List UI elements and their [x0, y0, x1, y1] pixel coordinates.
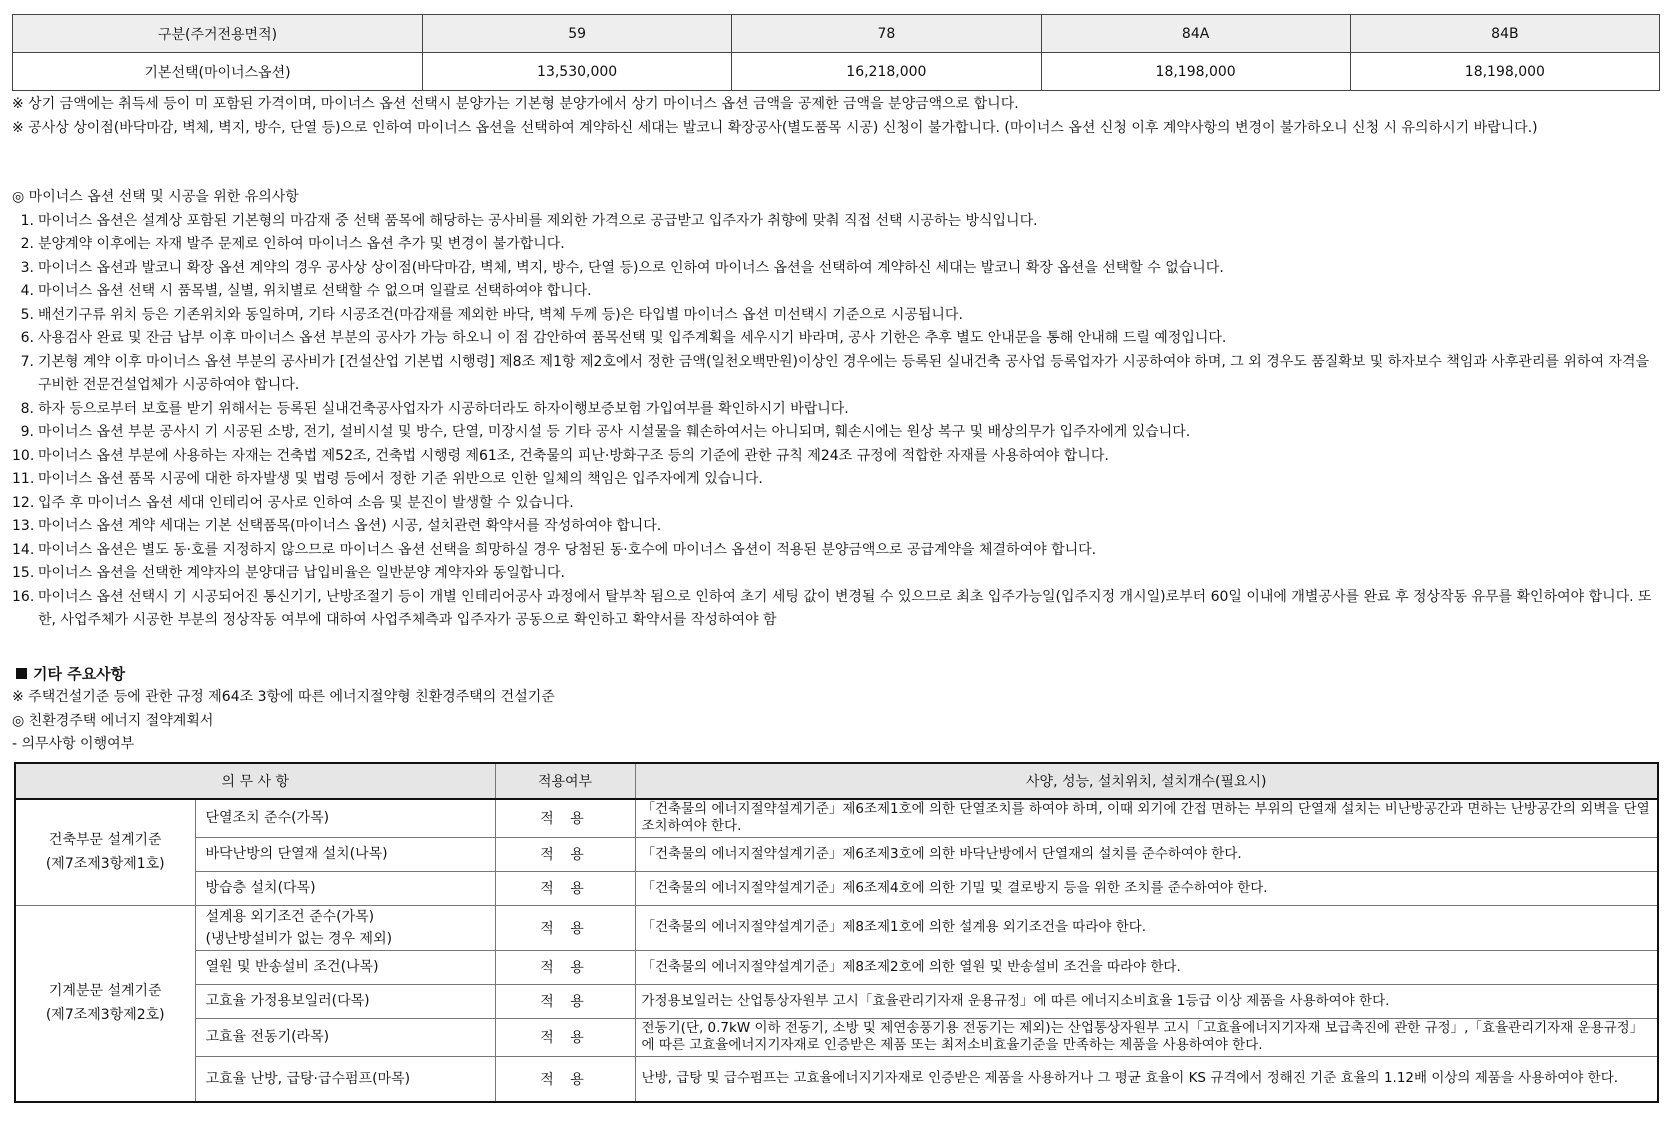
duty-applied: 적 용 — [495, 950, 635, 984]
duty-item-name: 열원 및 반송설비 조건(나목) — [195, 950, 495, 984]
duty-item-name: 단열조치 준수(가목) — [195, 799, 495, 837]
duty-item-name: 고효율 가정용보일러(다목) — [195, 984, 495, 1018]
caution-item — [12, 257, 1662, 281]
caution-item — [12, 210, 1662, 234]
caution-item — [12, 398, 1662, 422]
duty-item-name: 방습층 설치(다목) — [195, 871, 495, 905]
duty-header-cell: 사양, 성능, 설치위치, 설치개수(필요시) — [635, 763, 1658, 799]
price-cell: 16,218,000 — [732, 53, 1041, 91]
caution-item-number: 11. — [12, 471, 35, 487]
caution-item-number: 3. — [20, 259, 34, 276]
duty-item-name: 고효율 난방, 급탕·급수펌프(마목) — [195, 1056, 495, 1102]
duty-item-name: 고효율 전동기(라목) — [195, 1018, 495, 1056]
caution-item — [12, 586, 1662, 633]
caution-item-text: 마이너스 옵션 계약 세대는 기본 선택품목(마이너스 옵션) 시공, 설치관련 확약서를 작성하여야 합니다. — [38, 518, 662, 534]
caution-item — [12, 562, 1662, 586]
caution-item — [12, 539, 1662, 563]
caution-item — [12, 280, 1662, 304]
etc-line: ※ 주택건설기준 등에 관한 규정 제64조 3항에 따른 에너지절약형 친환경주택의 건설기준 — [12, 689, 555, 705]
duty-category-cell — [15, 799, 195, 905]
etc-line: - 의무사항 이행여부 — [12, 736, 135, 752]
caution-item-text: 마이너스 옵션은 별도 동·호를 지정하지 않으므로 마이너스 옵션 선택을 희망하실 경우 당첨된 동·호수에 마이너스 옵션이 적용된 분양금액으로 공급계약을 체결하여야 합니다. — [38, 541, 1097, 558]
duty-table-row — [15, 1056, 1658, 1102]
caution-item-number: 9. — [20, 424, 34, 440]
duty-item-name: 바닥난방의 단열재 설치(나목) — [195, 837, 495, 871]
duty-applied: 적 용 — [495, 984, 635, 1018]
caution-item — [12, 327, 1662, 351]
caution-item-text: 기본형 계약 이후 마이너스 옵션 부분의 공사비가 [건설산업 기본법 시행령] 제8조 제1항 제2호에서 정한 금액(일천오백만원)이상인 경우에는 등록된 실내건축 공사업 등록업자가 시공하여야 하며, 그 외 경우도 품질확보 및 하자보수 책임과 사후관리를 위하여 자격을 구비한 전문건설업체가 시공하여야 합니다. — [38, 353, 1649, 393]
price-header-cell: 84A — [1041, 15, 1350, 53]
duty-item-name-note: (냉난방설비가 없는 경우 제외) — [205, 930, 393, 947]
caution-item-text: 마이너스 옵션 부분에 사용하는 자재는 건축법 제52조, 건축법 시행령 제61조, 건축물의 피난·방화구조 등의 기준에 관한 규칙 제24조 규정에 적합한 자재를 사용하여야 합니다. — [38, 447, 1109, 464]
price-table-header-row — [13, 15, 1660, 53]
duty-table-row — [15, 837, 1658, 871]
duty-applied: 적 용 — [495, 871, 635, 905]
duty-spec: 가정용보일러는 산업통상자원부 고시「효율관리기자재 운용규정」에 따른 에너지소비효율 1등급 이상 제품을 사용하여야 한다. — [635, 984, 1658, 1018]
duty-category-sub: (제7조제3항제2호) — [45, 1007, 165, 1024]
duty-table-row — [15, 871, 1658, 905]
duty-spec: 「건축물의 에너지절약설계기준」제6조제4호에 의한 기밀 및 결로방지 등을 위한 조치를 준수하여야 한다. — [635, 871, 1658, 905]
etc-line: ◎ 친환경주택 에너지 절약계획서 — [12, 712, 214, 729]
duty-category-sub: (제7조제3항제1호) — [45, 856, 165, 873]
caution-item-text: 마이너스 옵션 부분 공사시 기 시공된 소방, 전기, 설비시설 및 방수, 단열, 미장시설 등 기타 공사 시설물을 훼손하여서는 아니되며, 훼손시에는 원상 복구 및 배상의무가 입주자에게 있습니다. — [38, 424, 1191, 440]
duty-header-cell: 적용여부 — [495, 763, 635, 799]
price-note: ※ 상기 금액에는 취득세 등이 미 포함된 가격이며, 마이너스 옵션 선택시 분양가는 기본형 분양가에서 상기 마이너스 옵션 금액을 공제한 금액을 분양금액으로 합니다. — [12, 96, 1019, 112]
caution-item-text: 마이너스 옵션 선택시 기 시공되어진 통신기기, 난방조절기 등이 개별 인테리어공사 과정에서 탈부착 됨으로 인하여 초기 세팅 값이 변경될 수 있으므로 최초 입주가능일(입주지정 개시일)로부터 60일 이내에 개별공사를 완료 후 정상작동 유무를 확인하여야 합니다. 또한, 사업주체가 시공한 부분의 정상작동 여부에 대하여 사업주체측과 입주자가 공동으로 확인하고 확약서를 작성하여야 함 — [38, 588, 1652, 628]
price-header-cell: 84B — [1350, 15, 1659, 53]
caution-item-number: 12. — [12, 494, 35, 511]
etc-section — [12, 662, 1662, 757]
duty-table-row — [15, 984, 1658, 1018]
price-note: ※ 공사상 상이점(바닥마감, 벽체, 벽지, 방수, 단열 등)으로 인하여 마이너스 옵션을 선택하여 계약하신 세대는 발코니 확장공사(별도품목 시공) 신청이 불가합니다. (마이너스 옵션 신청 이후 계약사항의 변경이 불가하오니 신청 시 유의하시기 바랍니다.) — [12, 119, 1538, 136]
caution-item-text: 마이너스 옵션과 발코니 확장 옵션 계약의 경우 공사상 상이점(바닥마감, 벽체, 벽지, 방수, 단열 등)으로 인하여 마이너스 옵션을 선택하여 계약하신 세대는 발코니 확장 옵션을 선택할 수 없습니다. — [38, 259, 1224, 276]
caution-item-number: 4. — [20, 283, 34, 299]
duty-table-row — [15, 1018, 1658, 1056]
duty-applied: 적 용 — [495, 837, 635, 871]
duty-applied: 적 용 — [495, 799, 635, 837]
caution-item — [12, 492, 1662, 516]
duty-category: 기계분문 설계기준 — [48, 983, 162, 1000]
energy-duty-table — [14, 762, 1659, 1103]
duty-category: 건축부문 설계기준 — [48, 832, 162, 849]
price-table-row — [13, 53, 1660, 91]
caution-item-number: 15. — [12, 565, 35, 581]
duty-item-name-cell — [195, 905, 495, 950]
price-cell: 18,198,000 — [1350, 53, 1659, 91]
caution-item-text: 마이너스 옵션은 설계상 포함된 기본형의 마감재 중 선택 품목에 해당하는 공사비를 제외한 가격으로 공급받고 입주자가 취향에 맞춰 직접 선택 시공하는 방식입니다. — [38, 212, 1038, 229]
duty-spec: 전동기(단, 0.7kW 이하 전동기, 소방 및 제연송풍기용 전동기는 제외)는 산업통상자원부 고시「고효율에너지기자재 보급촉진에 관한 규정」,「효율관리기자재 운용규정」에 따른 고효율에너지기자재로 인증받은 제품 또는 최저소비효율기준을 만족하는 제품을 사용하여야 한다. — [635, 1018, 1658, 1056]
duty-table-row — [15, 905, 1658, 950]
duty-applied: 적 용 — [495, 1056, 635, 1102]
duty-spec: 난방, 급탕 및 급수펌프는 고효율에너지기자재로 인증받은 제품을 사용하거나 그 평균 효율이 KS 규격에서 정해진 기준 효율의 1.12배 이상의 제품을 사용하여야 한다. — [635, 1056, 1658, 1102]
caution-item-number: 2. — [20, 236, 34, 252]
caution-item-number: 6. — [20, 330, 34, 346]
etc-title-text: 기타 주요사항 — [33, 665, 126, 683]
duty-applied: 적 용 — [495, 905, 635, 950]
minus-option-caution-section — [12, 186, 1662, 633]
price-cell: 18,198,000 — [1041, 53, 1350, 91]
price-cell: 13,530,000 — [423, 53, 732, 91]
duty-spec: 「건축물의 에너지절약설계기준」제8조제1호에 의한 설계용 외기조건을 따라야 한다. — [635, 905, 1658, 950]
minus-option-price-table — [12, 14, 1660, 91]
duty-table-row — [15, 950, 1658, 984]
caution-item — [12, 421, 1662, 445]
duty-item-name: 설계용 외기조건 준수(가목) — [205, 908, 375, 925]
price-header-cell: 59 — [423, 15, 732, 53]
price-row-label: 기본선택(마이너스옵션) — [13, 53, 423, 91]
caution-item — [12, 445, 1662, 469]
caution-item — [12, 304, 1662, 328]
caution-item-number: 10. — [12, 447, 35, 464]
caution-item-text: 하자 등으로부터 보호를 받기 위해서는 등록된 실내건축공사업자가 시공하더라도 하자이행보증보험 가입여부를 확인하시기 바랍니다. — [38, 400, 849, 417]
duty-applied: 적 용 — [495, 1018, 635, 1056]
caution-item-number: 8. — [20, 400, 34, 417]
duty-table-header-row — [15, 763, 1658, 799]
duty-header-cell: 의 무 사 항 — [15, 763, 495, 799]
price-notes — [12, 93, 1662, 140]
caution-item-number: 13. — [12, 518, 35, 534]
duty-spec: 「건축물의 에너지절약설계기준」제6조제3호에 의한 바닥난방에서 단열재의 설치를 준수하여야 한다. — [635, 837, 1658, 871]
caution-item-number: 7. — [20, 353, 34, 370]
caution-item — [12, 233, 1662, 257]
caution-item-number: 16. — [12, 588, 35, 605]
caution-item — [12, 351, 1662, 398]
caution-item — [12, 515, 1662, 539]
caution-item-text: 마이너스 옵션을 선택한 계약자의 분양대금 납입비율은 일반분양 계약자와 동일합니다. — [38, 565, 565, 581]
caution-title: ◎ 마이너스 옵션 선택 및 시공을 위한 유의사항 — [12, 189, 299, 205]
duty-spec: 「건축물의 에너지절약설계기준」제8조제2호에 의한 열원 및 반송설비 조건을 따라야 한다. — [635, 950, 1658, 984]
caution-item — [12, 468, 1662, 492]
caution-item-number: 5. — [20, 306, 34, 323]
square-bullet-icon — [16, 668, 27, 679]
caution-item-text: 배선기구류 위치 등은 기존위치와 동일하며, 기타 시공조건(마감재를 제외한 바닥, 벽체 두께 등)은 타입별 마이너스 옵션 미선택시 기준으로 시공됩니다. — [38, 306, 963, 323]
caution-item-text: 마이너스 옵션 선택 시 품목별, 실별, 위치별로 선택할 수 없으며 일괄로 선택하여야 합니다. — [38, 283, 592, 299]
duty-table-row — [15, 799, 1658, 837]
caution-item-number: 1. — [20, 212, 34, 229]
price-header-cell: 78 — [732, 15, 1041, 53]
caution-item-text: 마이너스 옵션 품목 시공에 대한 하자발생 및 법령 등에서 정한 기준 위반으로 인한 일체의 책임은 입주자에게 있습니다. — [38, 471, 763, 487]
caution-item-text: 분양계약 이후에는 자재 발주 문제로 인하여 마이너스 옵션 추가 및 변경이 불가합니다. — [38, 236, 565, 252]
etc-section-title — [12, 662, 1662, 686]
caution-item-text: 사용검사 완료 및 잔금 납부 이후 마이너스 옵션 부분의 공사가 가능 하오니 이 점 감안하여 품목선택 및 입주계획을 세우시기 바라며, 공사 기한은 추후 별도 안내문을 통해 안내해 드릴 예정입니다. — [38, 330, 1227, 346]
duty-spec: 「건축물의 에너지절약설계기준」제6조제1호에 의한 단열조치를 하여야 하며, 이때 외기에 간접 면하는 부위의 단열재 설치는 비난방공간과 면하는 난방공간의 외벽을 단열조치하여야 한다. — [635, 799, 1658, 837]
caution-item-number: 14. — [12, 541, 35, 558]
price-header-cell: 구분(주거전용면적) — [13, 15, 423, 53]
duty-category-cell — [15, 905, 195, 1102]
caution-item-text: 입주 후 마이너스 옵션 세대 인테리어 공사로 인하여 소음 및 분진이 발생할 수 있습니다. — [38, 494, 574, 511]
